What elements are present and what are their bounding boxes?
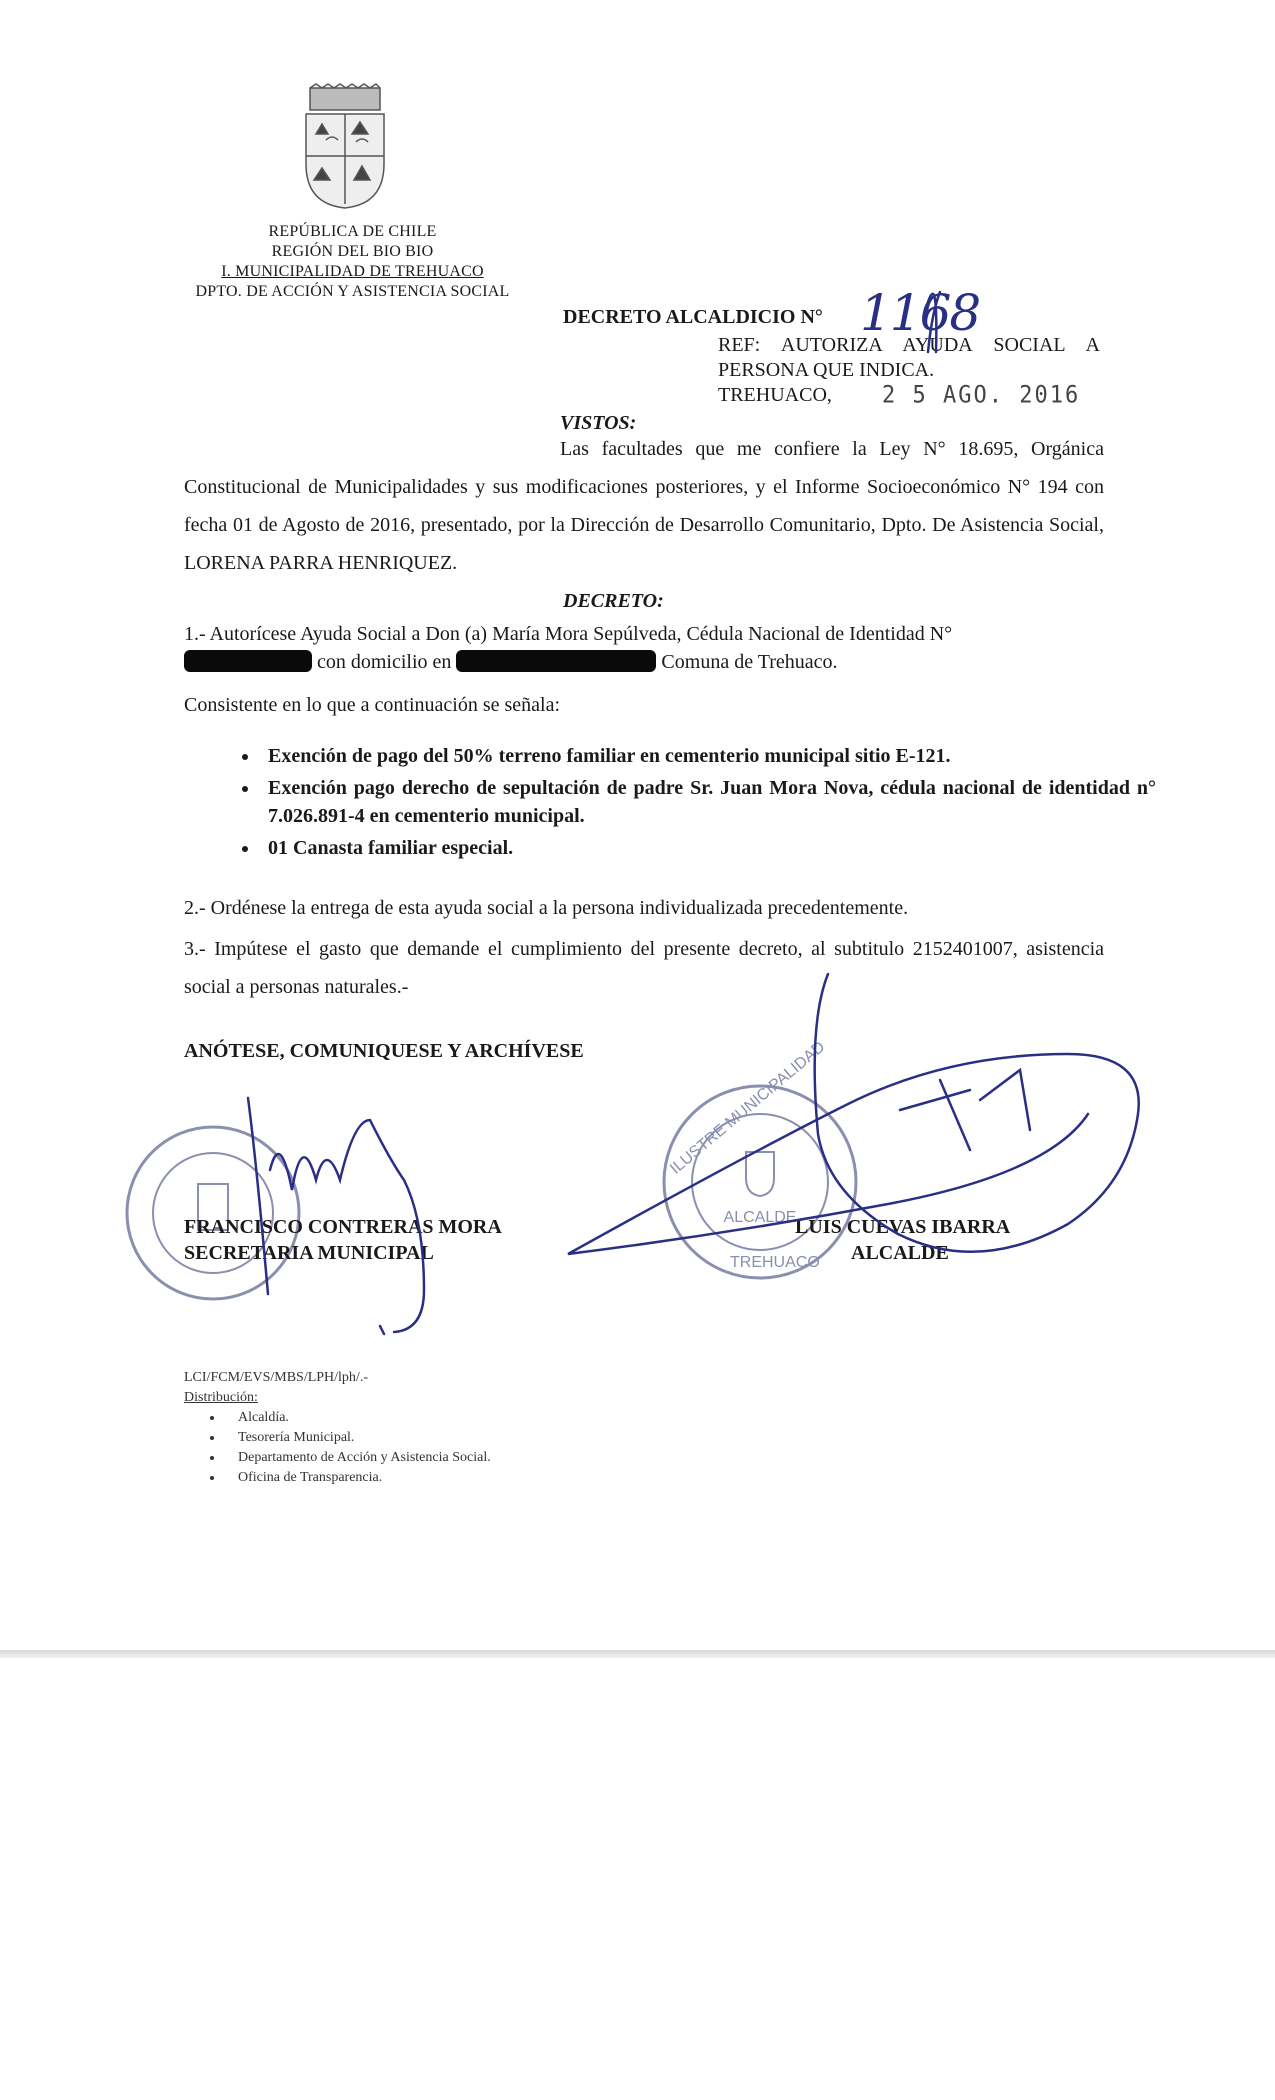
date-stamp: 2 5 AGO. 2016 bbox=[882, 381, 1081, 410]
list-item: • Oficina de Transparencia. bbox=[224, 1468, 491, 1488]
closing-formula: ANÓTESE, COMUNIQUESE Y ARCHÍVESE bbox=[184, 1040, 584, 1062]
page-edge bbox=[0, 1650, 1275, 1658]
decree-title: DECRETO ALCALDICIO N° bbox=[563, 306, 823, 328]
secretary-role: SECRETARIA MUNICIPAL bbox=[184, 1242, 434, 1264]
mayor-name: LUIS CUEVAS IBARRA bbox=[795, 1216, 1011, 1238]
mayor-signature-block bbox=[795, 1214, 1010, 1266]
seal-center-text: ALCALDE bbox=[723, 1209, 797, 1226]
header-department: DPTO. DE ACCIÓN Y ASISTENCIA SOCIAL bbox=[195, 283, 510, 300]
decree-place: TREHUACO, bbox=[718, 384, 832, 406]
list-item: • Exención pago derecho de sepultación de padre Sr. Juan Mora Nova, cédula nacional de identidad n° 7.026.891-4 en cementerio municipal. bbox=[260, 774, 1156, 830]
list-item: • Alcaldía. bbox=[224, 1408, 491, 1428]
handwritten-decree-number: 1168 bbox=[860, 284, 980, 342]
footer-initials: LCI/FCM/EVS/MBS/LPH/lph/.- bbox=[184, 1370, 368, 1385]
point-1-text: 1.- Autorícese Ayuda Social a Don (a) María Mora Sepúlveda, Cédula Nacional de Identidad N° bbox=[184, 623, 953, 645]
point-1-commune: Comuna de Trehuaco. bbox=[661, 651, 838, 673]
point-1-domicile: con domicilio en bbox=[317, 651, 452, 673]
seal-bottom-text: TREHUACO bbox=[730, 1254, 820, 1271]
mayor-role: ALCALDE bbox=[851, 1242, 949, 1264]
vistos-text bbox=[184, 430, 1104, 582]
list-item: • 01 Canasta familiar especial. bbox=[260, 834, 1156, 862]
secretary-signature-block bbox=[184, 1214, 502, 1266]
header-municipality: I. MUNICIPALIDAD DE TREHUACO bbox=[221, 263, 484, 280]
footer bbox=[184, 1368, 491, 1488]
institution-header bbox=[180, 222, 525, 302]
header-country: REPÚBLICA DE CHILE bbox=[268, 223, 437, 240]
decreto-point-2: 2.- Ordénese la entrega de esta ayuda social a la persona individualizada precedentemente. bbox=[184, 897, 909, 919]
distribution-list bbox=[184, 1408, 491, 1488]
decree-reference-cont: PERSONA QUE INDICA. bbox=[718, 359, 935, 381]
decreto-point-3: 3.- Impútese el gasto que demande el cumplimiento del presente decreto, al subtitulo 2152401007, asistencia social a personas naturales.- bbox=[184, 938, 1104, 998]
decree-reference: REF: AUTORIZA AYUDA SOCIAL A bbox=[718, 334, 1100, 356]
distribution-label: Distribución: bbox=[184, 1390, 258, 1405]
seal-ring-text: ILUSTRE MUNICIPALIDAD bbox=[667, 1038, 829, 1178]
list-item: • Tesorería Municipal. bbox=[224, 1428, 491, 1448]
list-item: • Departamento de Acción y Asistencia Social. bbox=[224, 1448, 491, 1468]
redaction-bar bbox=[456, 650, 656, 672]
benefits-list bbox=[210, 742, 1156, 866]
municipal-crest-icon bbox=[302, 84, 388, 210]
decreto-heading: DECRETO: bbox=[563, 590, 664, 612]
list-item: • Exención de pago del 50% terreno familiar en cementerio municipal sitio E-121. bbox=[260, 742, 1156, 770]
decreto-point-1 bbox=[184, 620, 1104, 676]
redaction-bar bbox=[184, 650, 312, 672]
vistos-paragraph: Las facultades que me confiere la Ley N° 18.695, Orgánica Constitucional de Municipalidades y sus modificaciones posteriores, y el Informe Socioeconómico N° 194 con fecha 01 de Agosto de 2016, presentado, por la Dirección de Desarrollo Comunitario, Dpto. De Asistencia Social, LORENA PARRA HENRIQUEZ. bbox=[184, 438, 1104, 574]
secretary-name: FRANCISCO CONTRERAS MORA bbox=[184, 1216, 502, 1238]
consistente-text: Consistente en lo que a continuación se señala: bbox=[184, 694, 561, 716]
header-region: REGIÓN DEL BIO BIO bbox=[271, 243, 434, 260]
vistos-heading: VISTOS: bbox=[560, 412, 637, 434]
secretary-seal-icon bbox=[124, 1124, 302, 1302]
